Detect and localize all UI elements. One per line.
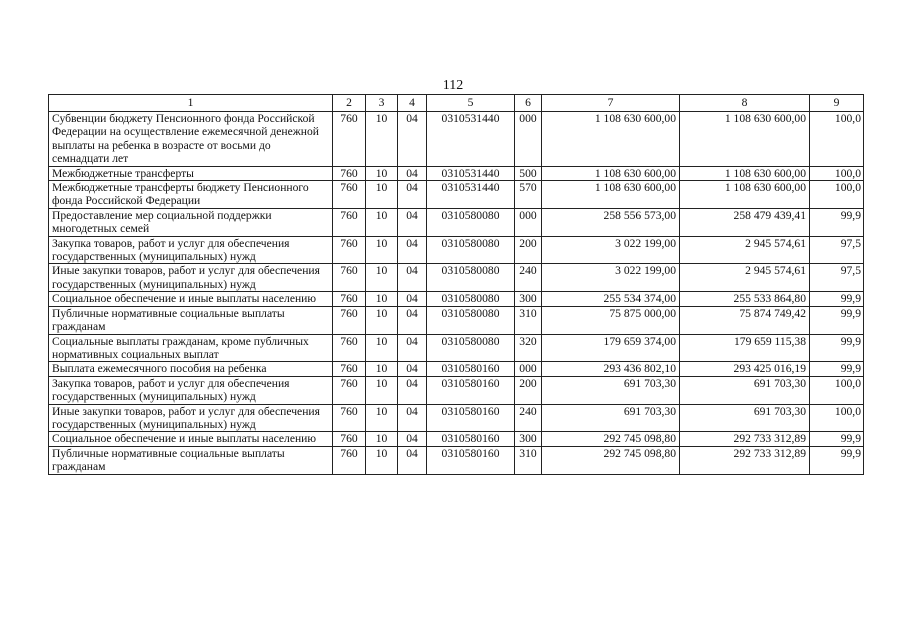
row-name-cell: Выплата ежемесячного пособия на ребенка <box>49 362 333 376</box>
table-row <box>49 404 864 432</box>
row-name-cell: Закупка товаров, работ и услуг для обеспечения государственных (муниципальных) нужд <box>49 236 333 264</box>
page-number: 112 <box>442 78 464 93</box>
section-code-cell: 10 <box>366 404 398 432</box>
executed-amount-cell: 75 874 749,42 <box>680 306 810 334</box>
table-row <box>49 292 864 306</box>
ministry-code-cell: 760 <box>333 306 366 334</box>
target-article-cell: 0310580080 <box>427 306 515 334</box>
subsection-code-cell: 04 <box>398 432 427 446</box>
ministry-code-cell: 760 <box>333 292 366 306</box>
executed-amount-cell: 691 703,30 <box>680 404 810 432</box>
executed-amount-cell: 1 108 630 600,00 <box>680 112 810 167</box>
ministry-code-cell: 760 <box>333 334 366 362</box>
expense-type-cell: 300 <box>515 432 542 446</box>
expense-type-cell: 200 <box>515 376 542 404</box>
subsection-code-cell: 04 <box>398 166 427 180</box>
executed-amount-cell: 1 108 630 600,00 <box>680 181 810 209</box>
table-row <box>49 446 864 474</box>
row-name-cell: Предоставление мер социальной поддержки многодетных семей <box>49 208 333 236</box>
ministry-code-cell: 760 <box>333 112 366 167</box>
section-code-cell: 10 <box>366 334 398 362</box>
subsection-code-cell: 04 <box>398 362 427 376</box>
subsection-code-cell: 04 <box>398 292 427 306</box>
execution-percent-cell: 99,9 <box>810 208 864 236</box>
section-code-cell: 10 <box>366 181 398 209</box>
subsection-code-cell: 04 <box>398 181 427 209</box>
table-row <box>49 376 864 404</box>
subsection-code-cell: 04 <box>398 208 427 236</box>
subsection-code-cell: 04 <box>398 236 427 264</box>
ministry-code-cell: 760 <box>333 446 366 474</box>
row-name-cell: Межбюджетные трансферты бюджету Пенсионного фонда Российской Федерации <box>49 181 333 209</box>
expense-type-cell: 320 <box>515 334 542 362</box>
target-article-cell: 0310580160 <box>427 404 515 432</box>
executed-amount-cell: 2 945 574,61 <box>680 236 810 264</box>
expense-type-cell: 000 <box>515 208 542 236</box>
execution-percent-cell: 99,9 <box>810 306 864 334</box>
approved-amount-cell: 258 556 573,00 <box>542 208 680 236</box>
table-row <box>49 264 864 292</box>
section-code-cell: 10 <box>366 432 398 446</box>
ministry-code-cell: 760 <box>333 208 366 236</box>
approved-amount-cell: 292 745 098,80 <box>542 446 680 474</box>
target-article-cell: 0310580160 <box>427 376 515 404</box>
ministry-code-cell: 760 <box>333 236 366 264</box>
subsection-code-cell: 04 <box>398 334 427 362</box>
table-row <box>49 236 864 264</box>
section-code-cell: 10 <box>366 376 398 404</box>
ministry-code-cell: 760 <box>333 181 366 209</box>
section-code-cell: 10 <box>366 112 398 167</box>
ministry-code-cell: 760 <box>333 432 366 446</box>
section-code-cell: 10 <box>366 362 398 376</box>
executed-amount-cell: 1 108 630 600,00 <box>680 166 810 180</box>
target-article-cell: 0310580080 <box>427 236 515 264</box>
execution-percent-cell: 99,9 <box>810 334 864 362</box>
subsection-code-cell: 04 <box>398 264 427 292</box>
section-code-cell: 10 <box>366 292 398 306</box>
table-row <box>49 181 864 209</box>
table-row <box>49 166 864 180</box>
row-name-cell: Межбюджетные трансферты <box>49 166 333 180</box>
executed-amount-cell: 2 945 574,61 <box>680 264 810 292</box>
row-name-cell: Публичные нормативные социальные выплаты гражданам <box>49 306 333 334</box>
column-header: 7 <box>542 95 680 112</box>
ministry-code-cell: 760 <box>333 166 366 180</box>
target-article-cell: 0310580080 <box>427 208 515 236</box>
table-row <box>49 334 864 362</box>
column-header: 4 <box>398 95 427 112</box>
column-header: 6 <box>515 95 542 112</box>
table-row <box>49 306 864 334</box>
row-name-cell: Субвенции бюджету Пенсионного фонда Российской Федерации на осуществление ежемесячной денежной выплаты на ребенка в возрасте от восьми до семнадцати лет <box>49 112 333 167</box>
target-article-cell: 0310531440 <box>427 181 515 209</box>
target-article-cell: 0310580080 <box>427 334 515 362</box>
execution-percent-cell: 100,0 <box>810 376 864 404</box>
execution-percent-cell: 97,5 <box>810 236 864 264</box>
expense-type-cell: 310 <box>515 306 542 334</box>
execution-percent-cell: 99,9 <box>810 362 864 376</box>
table-row <box>49 112 864 167</box>
execution-percent-cell: 100,0 <box>810 112 864 167</box>
column-header: 1 <box>49 95 333 112</box>
section-code-cell: 10 <box>366 236 398 264</box>
column-number-row <box>49 95 864 112</box>
ministry-code-cell: 760 <box>333 404 366 432</box>
column-header: 5 <box>427 95 515 112</box>
expense-type-cell: 000 <box>515 112 542 167</box>
expense-type-cell: 300 <box>515 292 542 306</box>
expense-type-cell: 000 <box>515 362 542 376</box>
executed-amount-cell: 292 733 312,89 <box>680 432 810 446</box>
approved-amount-cell: 1 108 630 600,00 <box>542 181 680 209</box>
executed-amount-cell: 255 533 864,80 <box>680 292 810 306</box>
row-name-cell: Социальное обеспечение и иные выплаты населению <box>49 432 333 446</box>
section-code-cell: 10 <box>366 264 398 292</box>
execution-percent-cell: 97,5 <box>810 264 864 292</box>
execution-percent-cell: 99,9 <box>810 292 864 306</box>
expense-type-cell: 500 <box>515 166 542 180</box>
row-name-cell: Социальное обеспечение и иные выплаты населению <box>49 292 333 306</box>
execution-percent-cell: 99,9 <box>810 432 864 446</box>
subsection-code-cell: 04 <box>398 446 427 474</box>
column-header: 3 <box>366 95 398 112</box>
approved-amount-cell: 255 534 374,00 <box>542 292 680 306</box>
target-article-cell: 0310531440 <box>427 112 515 167</box>
expense-type-cell: 240 <box>515 404 542 432</box>
section-code-cell: 10 <box>366 306 398 334</box>
executed-amount-cell: 292 733 312,89 <box>680 446 810 474</box>
approved-amount-cell: 292 745 098,80 <box>542 432 680 446</box>
table-row <box>49 362 864 376</box>
target-article-cell: 0310580080 <box>427 292 515 306</box>
approved-amount-cell: 691 703,30 <box>542 404 680 432</box>
expense-type-cell: 310 <box>515 446 542 474</box>
executed-amount-cell: 179 659 115,38 <box>680 334 810 362</box>
execution-percent-cell: 100,0 <box>810 404 864 432</box>
row-name-cell: Иные закупки товаров, работ и услуг для обеспечения государственных (муниципальных) нужд <box>49 264 333 292</box>
section-code-cell: 10 <box>366 208 398 236</box>
table-row <box>49 208 864 236</box>
column-header: 2 <box>333 95 366 112</box>
ministry-code-cell: 760 <box>333 376 366 404</box>
execution-percent-cell: 100,0 <box>810 181 864 209</box>
row-name-cell: Социальные выплаты гражданам, кроме публичных нормативных социальных выплат <box>49 334 333 362</box>
expense-type-cell: 240 <box>515 264 542 292</box>
subsection-code-cell: 04 <box>398 112 427 167</box>
section-code-cell: 10 <box>366 166 398 180</box>
column-header: 8 <box>680 95 810 112</box>
approved-amount-cell: 75 875 000,00 <box>542 306 680 334</box>
row-name-cell: Публичные нормативные социальные выплаты гражданам <box>49 446 333 474</box>
row-name-cell: Иные закупки товаров, работ и услуг для обеспечения государственных (муниципальных) нужд <box>49 404 333 432</box>
target-article-cell: 0310580080 <box>427 264 515 292</box>
target-article-cell: 0310580160 <box>427 362 515 376</box>
subsection-code-cell: 04 <box>398 376 427 404</box>
expense-type-cell: 570 <box>515 181 542 209</box>
expense-type-cell: 200 <box>515 236 542 264</box>
column-header: 9 <box>810 95 864 112</box>
budget-table <box>48 94 864 475</box>
executed-amount-cell: 293 425 016,19 <box>680 362 810 376</box>
target-article-cell: 0310580160 <box>427 446 515 474</box>
executed-amount-cell: 258 479 439,41 <box>680 208 810 236</box>
target-article-cell: 0310580160 <box>427 432 515 446</box>
ministry-code-cell: 760 <box>333 264 366 292</box>
subsection-code-cell: 04 <box>398 306 427 334</box>
approved-amount-cell: 1 108 630 600,00 <box>542 166 680 180</box>
executed-amount-cell: 691 703,30 <box>680 376 810 404</box>
row-name-cell: Закупка товаров, работ и услуг для обеспечения государственных (муниципальных) нужд <box>49 376 333 404</box>
execution-percent-cell: 100,0 <box>810 166 864 180</box>
approved-amount-cell: 3 022 199,00 <box>542 236 680 264</box>
approved-amount-cell: 1 108 630 600,00 <box>542 112 680 167</box>
target-article-cell: 0310531440 <box>427 166 515 180</box>
section-code-cell: 10 <box>366 446 398 474</box>
approved-amount-cell: 179 659 374,00 <box>542 334 680 362</box>
ministry-code-cell: 760 <box>333 362 366 376</box>
approved-amount-cell: 691 703,30 <box>542 376 680 404</box>
approved-amount-cell: 293 436 802,10 <box>542 362 680 376</box>
subsection-code-cell: 04 <box>398 404 427 432</box>
approved-amount-cell: 3 022 199,00 <box>542 264 680 292</box>
execution-percent-cell: 99,9 <box>810 446 864 474</box>
table-row <box>49 432 864 446</box>
